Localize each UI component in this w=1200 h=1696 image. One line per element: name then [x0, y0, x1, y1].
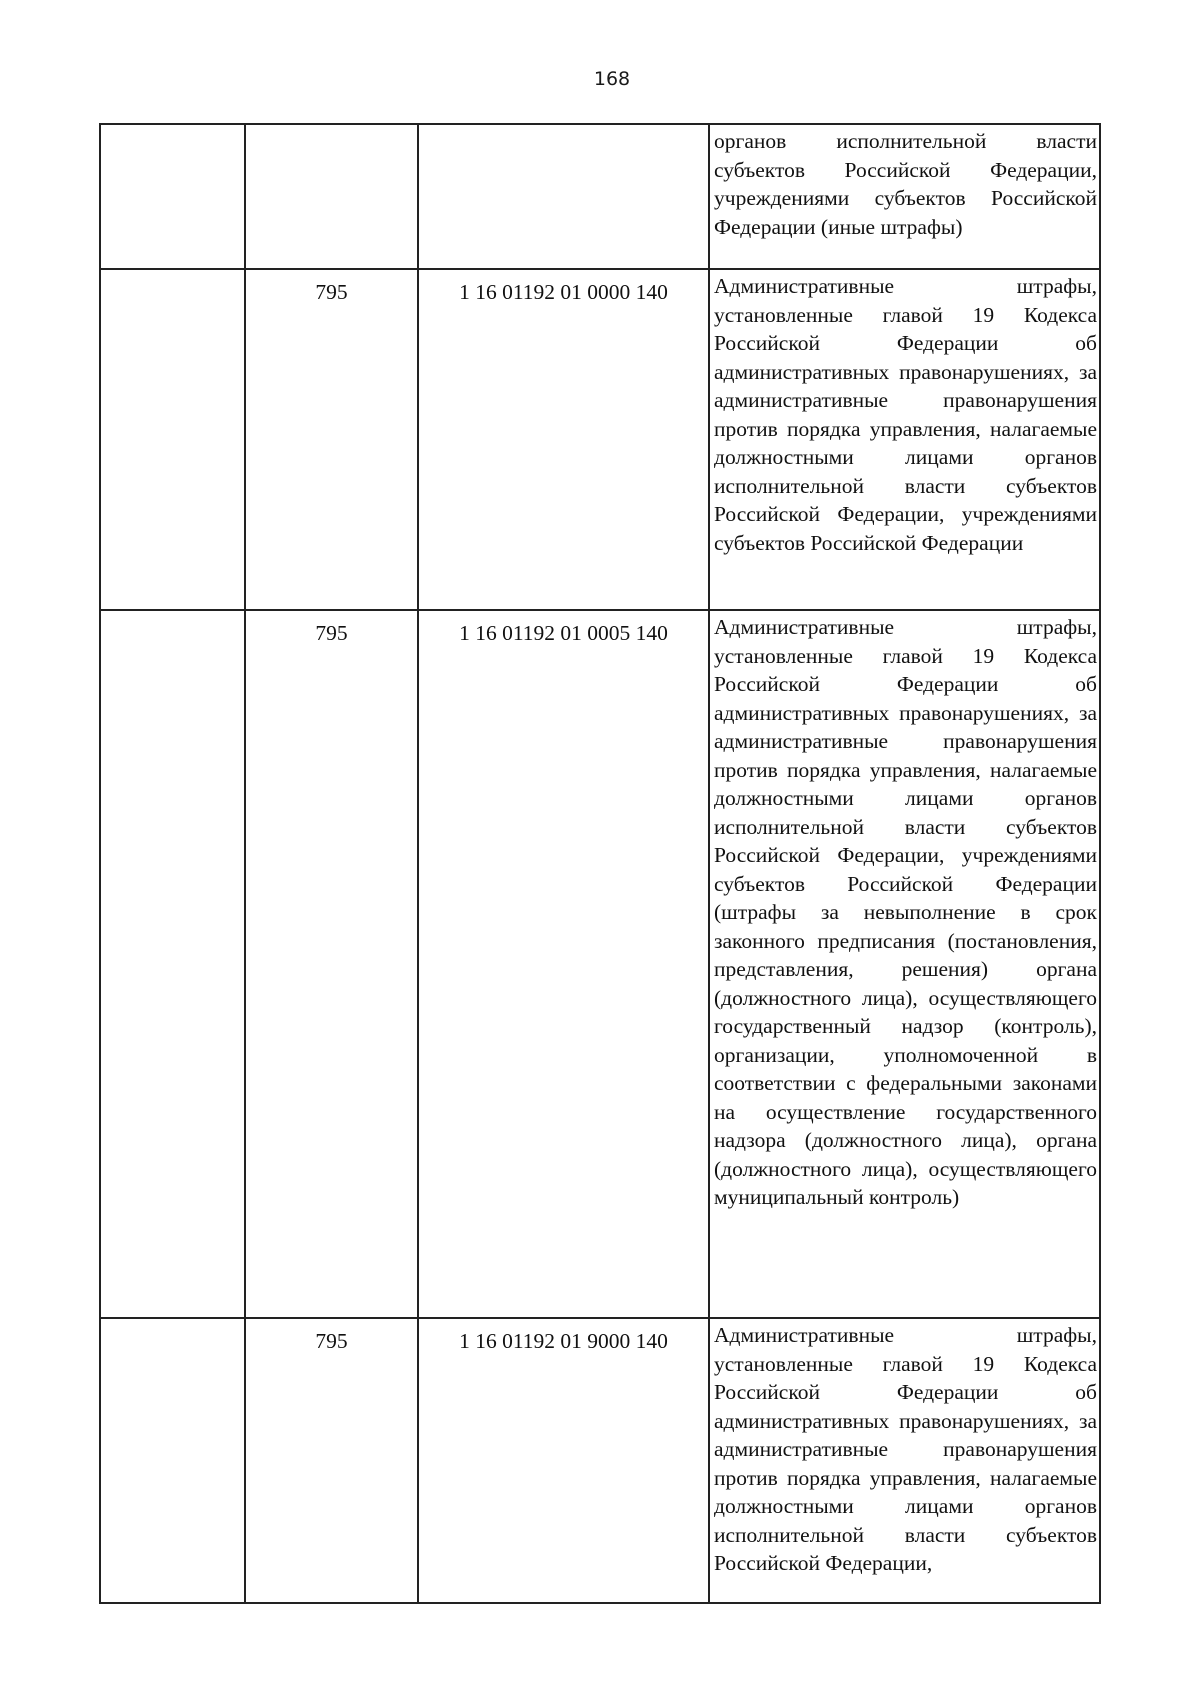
- blank-cell: [100, 1318, 245, 1603]
- blank-cell: [100, 269, 245, 610]
- table-row: [100, 1318, 1100, 1603]
- budget-classification-table: [99, 123, 1101, 1604]
- admin-code-cell: 795: [245, 269, 418, 610]
- page-number: 168: [593, 68, 631, 90]
- kbk-code-cell: 1 16 01192 01 9000 140: [418, 1318, 709, 1603]
- table-row: [100, 269, 1100, 610]
- description-cell: органов исполнительной власти субъектов Российской Федерации, учреждениями субъектов Российской Федерации (иные штрафы): [709, 124, 1100, 269]
- table-row: [100, 124, 1100, 269]
- table-row: [100, 610, 1100, 1318]
- kbk-code-cell: [418, 124, 709, 269]
- kbk-code-cell: 1 16 01192 01 0005 140: [418, 610, 709, 1318]
- kbk-code-cell: 1 16 01192 01 0000 140: [418, 269, 709, 610]
- admin-code-cell: 795: [245, 1318, 418, 1603]
- description-cell: Административные штрафы, установленные главой 19 Кодекса Российской Федерации об административных правонарушениях, за административные правонарушения против порядка управления, налагаемые должностными лицами органов исполнительной власти субъектов Российской Федерации,: [709, 1318, 1100, 1603]
- description-cell: Административные штрафы, установленные главой 19 Кодекса Российской Федерации об административных правонарушениях, за административные правонарушения против порядка управления, налагаемые должностными лицами органов исполнительной власти субъектов Российской Федерации, учреждениями субъектов Российской Федерации (штрафы за невыполнение в срок законного предписания (постановления, представления, решения) органа (должностного лица), осуществляющего государственный надзор (контроль), организации, уполномоченной в соответствии с федеральными законами на осуществление государственного надзора (должностного лица), органа (должностного лица), осуществляющего муниципальный контроль): [709, 610, 1100, 1318]
- admin-code-cell: 795: [245, 610, 418, 1318]
- blank-cell: [100, 610, 245, 1318]
- blank-cell: [100, 124, 245, 269]
- description-cell: Административные штрафы, установленные главой 19 Кодекса Российской Федерации об административных правонарушениях, за административные правонарушения против порядка управления, налагаемые должностными лицами органов исполнительной власти субъектов Российской Федерации, учреждениями субъектов Российской Федерации: [709, 269, 1100, 610]
- admin-code-cell: [245, 124, 418, 269]
